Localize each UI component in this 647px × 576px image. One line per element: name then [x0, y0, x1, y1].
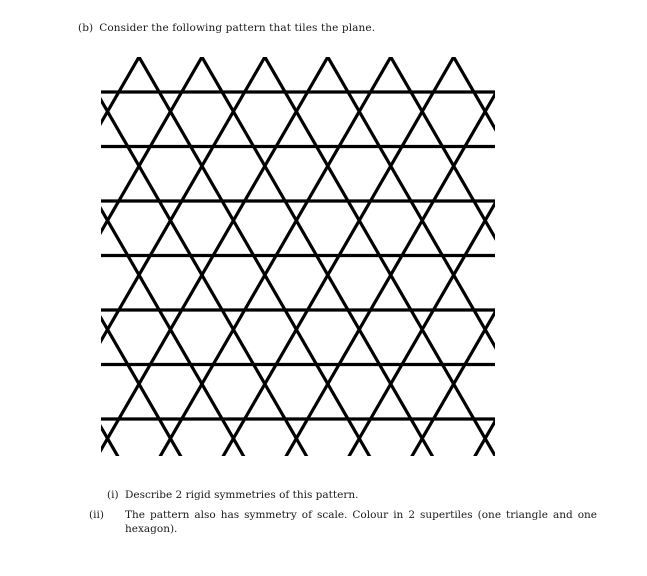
question-2	[89, 508, 597, 536]
question-1-text: Describe 2 rigid symmetries of this pattern.	[125, 489, 359, 501]
question-2-number: (ii)	[89, 509, 104, 521]
part-prompt: Consider the following pattern that tiles the plane.	[99, 22, 376, 34]
question-1	[107, 488, 358, 502]
question-2-text: The pattern also has symmetry of scale. Colour in 2 supertiles (one triangle and one hexagon).	[125, 509, 597, 535]
part-label: (b)	[78, 22, 94, 34]
question-1-number: (i)	[107, 489, 119, 501]
